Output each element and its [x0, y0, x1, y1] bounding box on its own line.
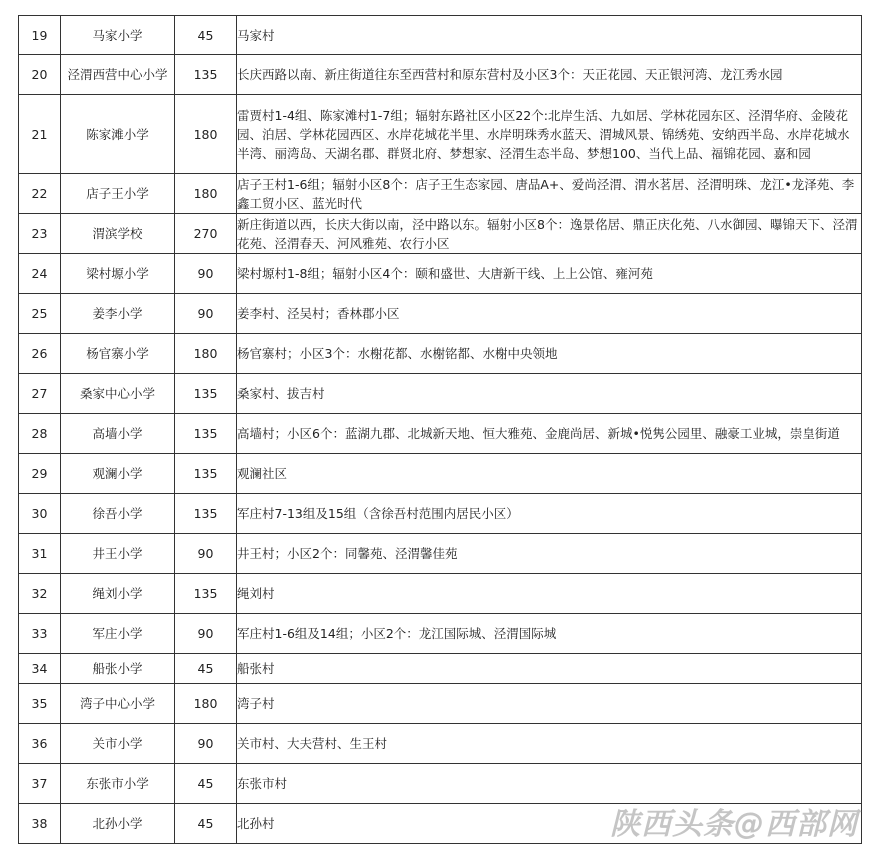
enrollment-count: 45	[175, 804, 237, 844]
service-area: 绳刘村	[237, 574, 862, 614]
row-number: 37	[19, 764, 61, 804]
enrollment-count: 45	[175, 764, 237, 804]
row-number: 35	[19, 684, 61, 724]
table-row	[19, 684, 862, 724]
school-name: 北孙小学	[61, 804, 175, 844]
table-row	[19, 414, 862, 454]
table-row	[19, 16, 862, 55]
school-name: 桑家中心小学	[61, 374, 175, 414]
table-row	[19, 724, 862, 764]
service-area: 北孙村	[237, 804, 862, 844]
table-row	[19, 654, 862, 684]
school-name: 绳刘小学	[61, 574, 175, 614]
row-number: 33	[19, 614, 61, 654]
row-number: 26	[19, 334, 61, 374]
enrollment-count: 180	[175, 95, 237, 174]
row-number: 23	[19, 214, 61, 254]
row-number: 24	[19, 254, 61, 294]
row-number: 20	[19, 55, 61, 95]
enrollment-count: 90	[175, 294, 237, 334]
table-row	[19, 614, 862, 654]
enrollment-count: 135	[175, 374, 237, 414]
school-name: 渭滨学校	[61, 214, 175, 254]
table-row	[19, 55, 862, 95]
row-number: 38	[19, 804, 61, 844]
service-area: 井王村；小区2个：同馨苑、泾渭馨佳苑	[237, 534, 862, 574]
enrollment-count: 180	[175, 334, 237, 374]
school-name: 杨官寨小学	[61, 334, 175, 374]
row-number: 21	[19, 95, 61, 174]
school-name: 井王小学	[61, 534, 175, 574]
school-name: 军庄小学	[61, 614, 175, 654]
enrollment-count: 45	[175, 654, 237, 684]
service-area: 姜李村、泾吴村；香林郡小区	[237, 294, 862, 334]
service-area: 梁村塬村1-8组；辐射小区4个：颐和盛世、大唐新干线、上上公馆、雍河苑	[237, 254, 862, 294]
row-number: 29	[19, 454, 61, 494]
service-area: 高墙村；小区6个：蓝湖九郡、北城新天地、恒大雅苑、金鹿尚居、新城•悦隽公园里、融豪工业城，崇皇街道	[237, 414, 862, 454]
row-number: 28	[19, 414, 61, 454]
table-body	[19, 16, 862, 844]
school-name: 高墙小学	[61, 414, 175, 454]
service-area: 桑家村、拔吉村	[237, 374, 862, 414]
row-number: 19	[19, 16, 61, 55]
service-area: 新庄街道以西，长庆大街以南，泾中路以东。辐射小区8个：逸景佲居、鼎正庆化苑、八水御园、曝锦天下、泾渭花苑、泾渭春天、河风雅苑、农行小区	[237, 214, 862, 254]
enrollment-count: 90	[175, 534, 237, 574]
row-number: 32	[19, 574, 61, 614]
service-area: 雷贾村1-4组、陈家滩村1-7组；辐射东路社区小区22个:北岸生活、九如居、学林花园东区、泾渭华府、金陵花园、泊居、学林花园西区、水岸花城花半里、水岸明珠秀水蓝天、渭城风景、锦绣苑、安纳西半岛、水岸花城水半湾、丽湾岛、天湖名郡、群贤北府、梦想家、泾渭生态半岛、梦想100、当代上品、福锦花园、嘉和园	[237, 95, 862, 174]
table-row	[19, 534, 862, 574]
enrollment-count: 90	[175, 254, 237, 294]
service-area: 杨官寨村；小区3个：水榭花都、水榭铭都、水榭中央领地	[237, 334, 862, 374]
school-name: 姜李小学	[61, 294, 175, 334]
enrollment-count: 135	[175, 55, 237, 95]
row-number: 22	[19, 174, 61, 214]
table-row	[19, 334, 862, 374]
enrollment-count: 135	[175, 454, 237, 494]
row-number: 34	[19, 654, 61, 684]
service-area: 军庄村1-6组及14组；小区2个：龙江国际城、泾渭国际城	[237, 614, 862, 654]
enrollment-count: 180	[175, 174, 237, 214]
service-area: 关市村、大夫营村、生王村	[237, 724, 862, 764]
enrollment-count: 180	[175, 684, 237, 724]
service-area: 军庄村7-13组及15组（含徐吾村范围内居民小区）	[237, 494, 862, 534]
school-name: 马家小学	[61, 16, 175, 55]
table-row	[19, 374, 862, 414]
enrollment-count: 45	[175, 16, 237, 55]
school-name: 泾渭西营中心小学	[61, 55, 175, 95]
table-row	[19, 574, 862, 614]
school-name: 观澜小学	[61, 454, 175, 494]
enrollment-count: 90	[175, 614, 237, 654]
service-area: 湾子村	[237, 684, 862, 724]
row-number: 31	[19, 534, 61, 574]
service-area: 东张市村	[237, 764, 862, 804]
table-row	[19, 454, 862, 494]
row-number: 36	[19, 724, 61, 764]
service-area: 长庆西路以南、新庄街道往东至西营村和原东营村及小区3个：天正花园、天正银河湾、龙江秀水园	[237, 55, 862, 95]
enrollment-count: 270	[175, 214, 237, 254]
school-name: 湾子中心小学	[61, 684, 175, 724]
table-row	[19, 95, 862, 174]
admissions-table	[18, 15, 862, 844]
service-area: 马家村	[237, 16, 862, 55]
service-area: 观澜社区	[237, 454, 862, 494]
enrollment-count: 135	[175, 494, 237, 534]
school-name: 店子王小学	[61, 174, 175, 214]
table-row	[19, 174, 862, 214]
school-name: 关市小学	[61, 724, 175, 764]
school-name: 东张市小学	[61, 764, 175, 804]
row-number: 30	[19, 494, 61, 534]
enrollment-count: 135	[175, 414, 237, 454]
school-name: 梁村塬小学	[61, 254, 175, 294]
table-row	[19, 764, 862, 804]
enrollment-count: 90	[175, 724, 237, 764]
table-row	[19, 294, 862, 334]
service-area: 船张村	[237, 654, 862, 684]
school-name: 船张小学	[61, 654, 175, 684]
table-row	[19, 494, 862, 534]
table-row	[19, 214, 862, 254]
enrollment-count: 135	[175, 574, 237, 614]
watermark-logo: 陕西头条@西部网	[610, 807, 858, 842]
row-number: 25	[19, 294, 61, 334]
service-area: 店子王村1-6组；辐射小区8个：店子王生态家园、唐品A+、爱尚泾渭、渭水茗居、泾渭明珠、龙江•龙泽苑、李鑫工贸小区、蓝光时代	[237, 174, 862, 214]
row-number: 27	[19, 374, 61, 414]
school-name: 陈家滩小学	[61, 95, 175, 174]
school-name: 徐吾小学	[61, 494, 175, 534]
table-row	[19, 254, 862, 294]
